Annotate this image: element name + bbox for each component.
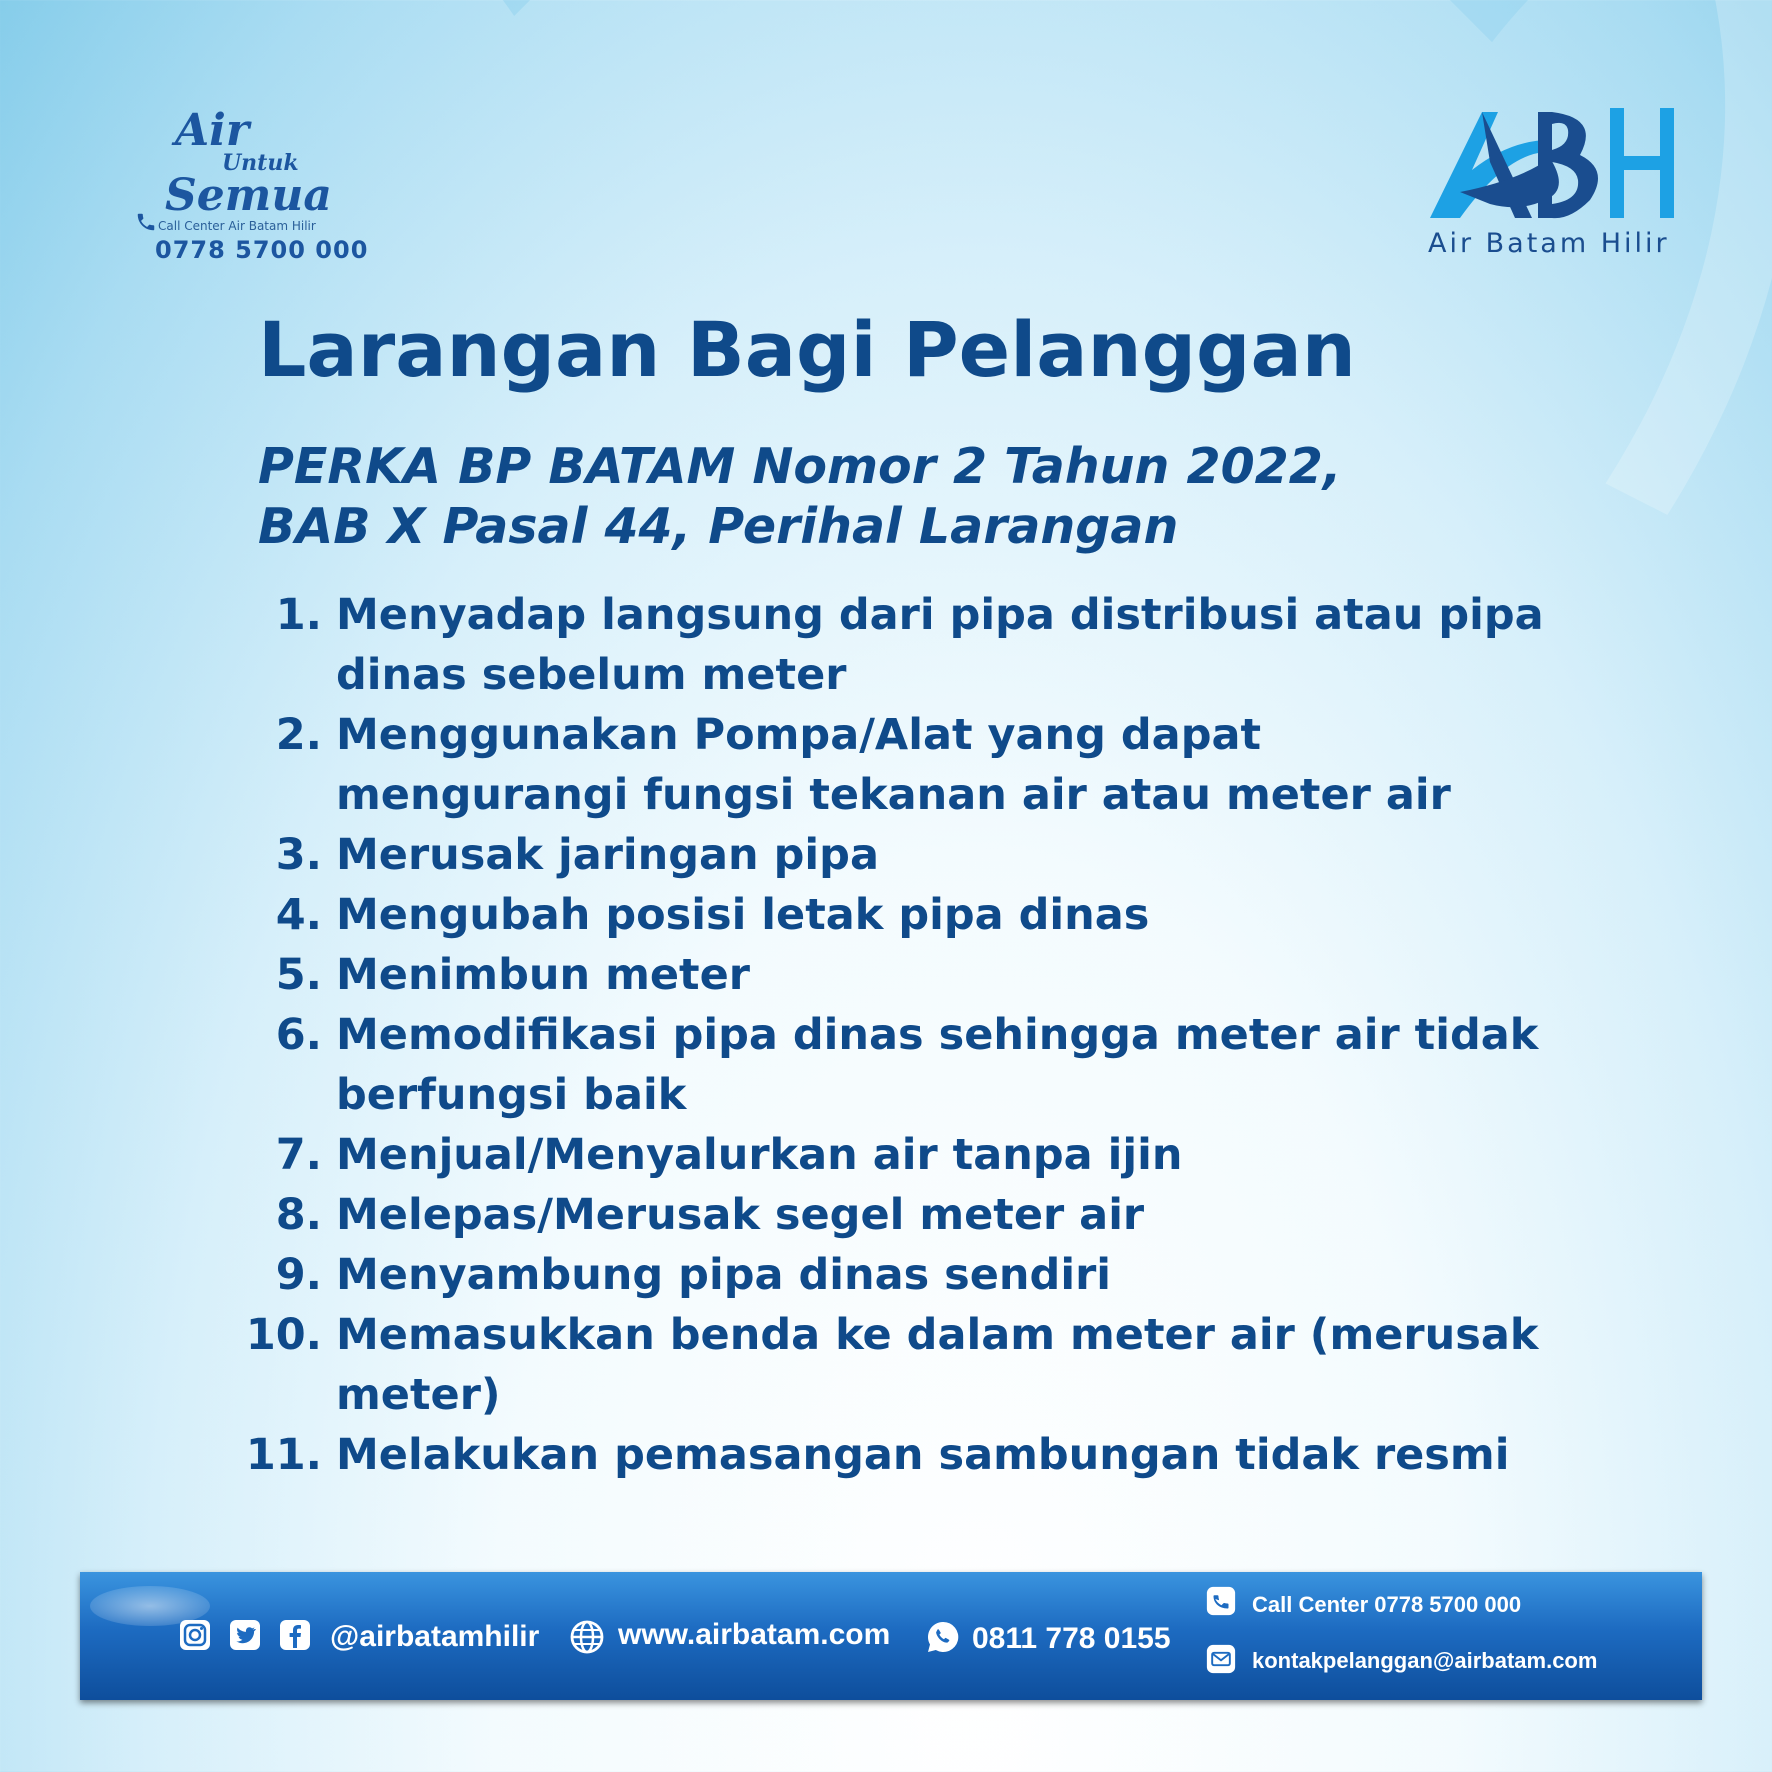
list-item-number: 10. [245,1310,322,1360]
regulation-line-2: BAB X Pasal 44, Perihal Larangan [258,498,1179,555]
globe-icon [570,1620,604,1654]
phone-icon [135,211,157,233]
list-item-text: Menimbun meter [336,950,750,1000]
list-item [222,1005,1562,1125]
list-item-text: Menyadap langsung dari pipa distribusi atau pipa dinas sebelum meter [336,590,1544,700]
list-item-text: Menyambung pipa dinas sendiri [336,1250,1112,1300]
list-item-number: 3. [275,830,322,880]
list-item [222,585,1562,705]
list-item [222,825,1562,885]
list-item [222,1125,1562,1185]
list-item-text: Mengubah posisi letak pipa dinas [336,890,1150,940]
logo-phone-number: 0778 5700 000 [155,236,369,264]
instagram-icon[interactable] [178,1618,212,1652]
list-item-text: Melakukan pemasangan sambungan tidak resmi [336,1430,1510,1480]
list-item [222,1425,1562,1485]
whatsapp-number[interactable]: 0811 778 0155 [972,1622,1171,1655]
list-item-number: 8. [275,1190,322,1240]
abh-company-name: Air Batam Hilir [1428,228,1670,259]
list-item-text: Menggunakan Pompa/Alat yang dapat mengurangi fungsi tekanan air atau meter air [336,710,1451,820]
list-item-number: 9. [275,1250,322,1300]
list-item-number: 2. [275,710,322,760]
list-item-text: Melepas/Merusak segel meter air [336,1190,1145,1240]
list-item [222,1305,1562,1425]
air-untuk-semua-logo [130,105,370,265]
logo-word-semua: Semua [165,170,332,221]
list-item [222,945,1562,1005]
list-item-number: 5. [275,950,322,1000]
list-item [222,1245,1562,1305]
prohibition-list [222,585,1562,1485]
list-item-number: 4. [275,890,322,940]
contact-footer [80,1572,1702,1700]
whatsapp-icon [926,1620,960,1654]
logo-call-center-label: Call Center Air Batam Hilir [158,219,316,233]
list-item [222,705,1562,825]
logo-word-untuk: Untuk [222,150,299,176]
list-item-number: 6. [275,1010,322,1060]
mail-icon [1206,1644,1236,1674]
list-item-text: Menjual/Menyalurkan air tanpa ijin [336,1130,1183,1180]
contact-email[interactable]: kontakpelanggan@airbatam.com [1252,1648,1598,1673]
social-handle[interactable]: @airbatamhilir [330,1620,540,1653]
abh-logo [1420,100,1680,270]
logo-word-air: Air [175,105,250,156]
list-item [222,885,1562,945]
list-item-number: 1. [275,590,322,640]
phone-icon [1206,1586,1236,1616]
list-item-text: Memodifikasi pipa dinas sehingga meter air tidak berfungsi baik [336,1010,1539,1120]
abh-logo-mark [1420,100,1680,225]
website-link[interactable]: www.airbatam.com [618,1618,891,1651]
twitter-icon[interactable] [228,1618,262,1652]
facebook-icon[interactable] [278,1618,312,1652]
list-item-number: 11. [245,1430,322,1480]
list-item [222,1185,1562,1245]
regulation-line-1: PERKA BP BATAM Nomor 2 Tahun 2022, [258,438,1342,495]
page-title: Larangan Bagi Pelanggan [258,305,1356,394]
list-item-text: Memasukkan benda ke dalam meter air (merusak meter) [336,1310,1539,1420]
regulation-reference [258,437,1341,557]
list-item-text: Merusak jaringan pipa [336,830,879,880]
call-center-number[interactable]: Call Center 0778 5700 000 [1252,1592,1522,1617]
list-item-number: 7. [275,1130,322,1180]
